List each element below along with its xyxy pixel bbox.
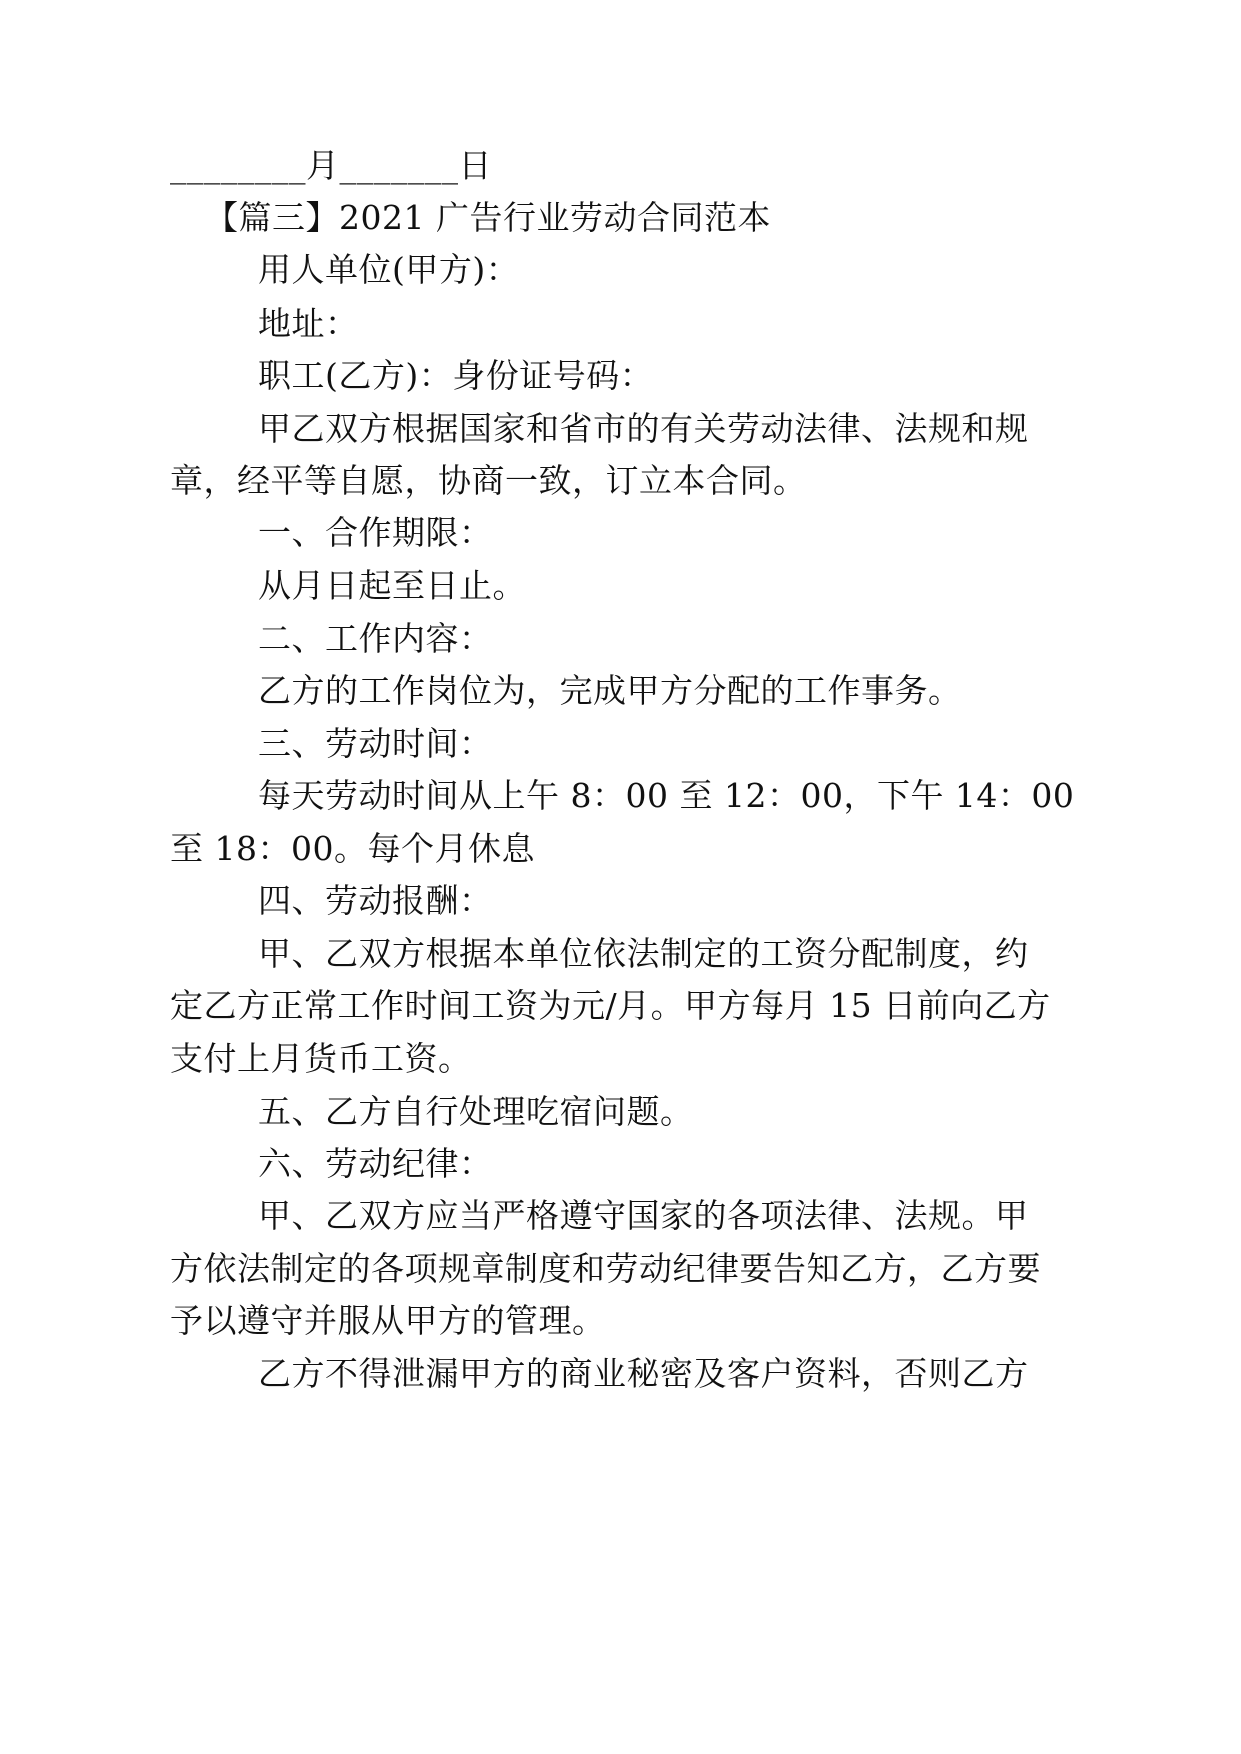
section-5-text: 五、乙方自行处理吃宿问题。 bbox=[258, 1092, 694, 1131]
section-4-text-3: 支付上月货币工资。 bbox=[170, 1039, 472, 1078]
section-4-text-2: 定乙方正常工作时间工资为元/月。甲方每月 15 日前向乙方 bbox=[170, 986, 1051, 1025]
section-6-text-3: 予以遵守并服从甲方的管理。 bbox=[170, 1301, 606, 1340]
section-6-heading: 六、劳动纪律： bbox=[258, 1144, 493, 1183]
employer-label: 用人单位(甲方)： bbox=[258, 250, 520, 289]
section-1-heading: 一、合作期限： bbox=[258, 513, 493, 552]
section-3-text-2: 至 18：00。每个月休息 bbox=[170, 829, 535, 868]
section-title: 【篇三】2021 广告行业劳动合同范本 bbox=[205, 198, 771, 237]
section-6-text-1: 甲、乙双方应当严格遵守国家的各项法律、法规。甲 bbox=[258, 1196, 1029, 1235]
section-6-text-2: 方依法制定的各项规章制度和劳动纪律要告知乙方，乙方要 bbox=[170, 1249, 1041, 1288]
address-label: 地址： bbox=[258, 304, 359, 343]
section-1-text: 从月日起至日止。 bbox=[258, 566, 526, 605]
section-4-text-1: 甲、乙双方根据本单位依法制定的工资分配制度，约 bbox=[258, 934, 1029, 973]
intro-line-1: 甲乙双方根据国家和省市的有关劳动法律、法规和规 bbox=[258, 409, 1029, 448]
section-3-text-1: 每天劳动时间从上午 8：00 至 12：00，下午 14：00 bbox=[258, 776, 1075, 815]
date-line: ________月_______日 bbox=[170, 146, 492, 185]
section-4-heading: 四、劳动报酬： bbox=[258, 881, 493, 920]
intro-line-2: 章，经平等自愿，协商一致，订立本合同。 bbox=[170, 461, 807, 500]
section-6-text-4: 乙方不得泄漏甲方的商业秘密及客户资料，否则乙方 bbox=[258, 1354, 1029, 1393]
section-2-text: 乙方的工作岗位为，完成甲方分配的工作事务。 bbox=[258, 671, 962, 710]
section-3-heading: 三、劳动时间： bbox=[258, 724, 493, 763]
employee-label: 职工(乙方)：身份证号码： bbox=[258, 356, 654, 395]
section-2-heading: 二、工作内容： bbox=[258, 619, 493, 658]
